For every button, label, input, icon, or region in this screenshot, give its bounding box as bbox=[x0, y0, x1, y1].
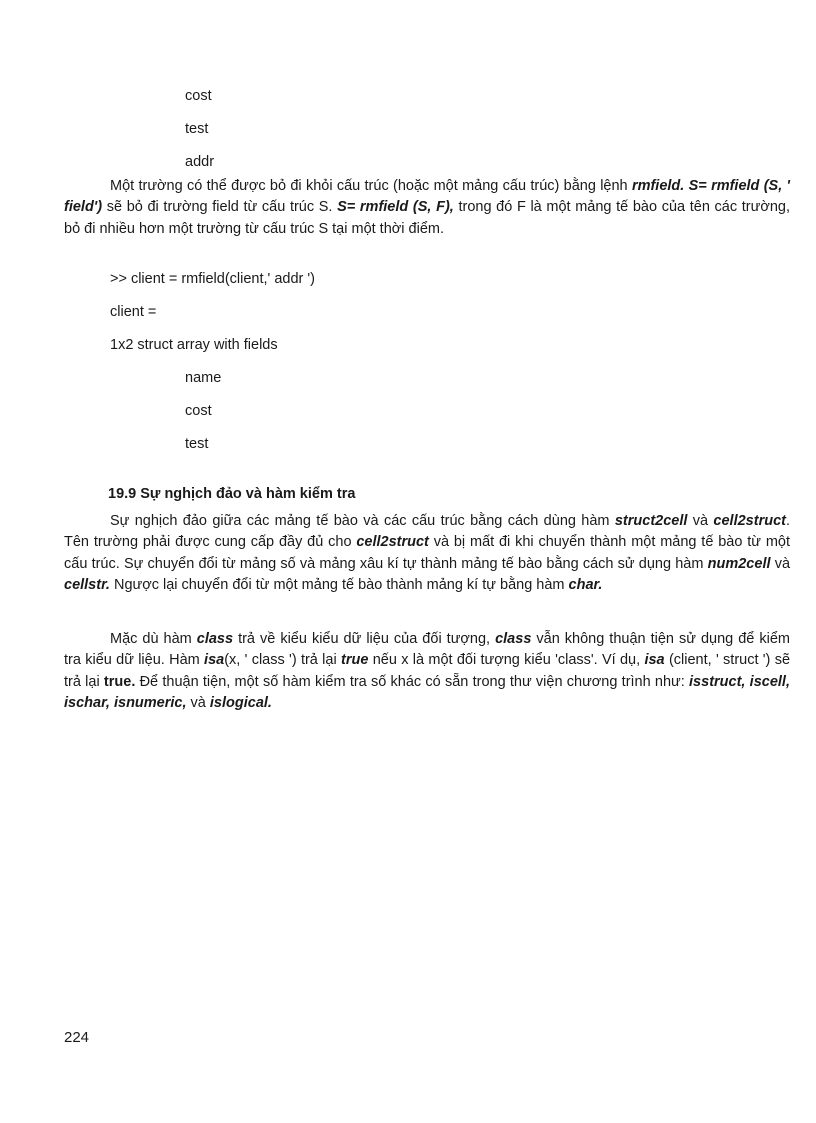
keyword: isstruct, iscell, ischar, isnumeric, bbox=[64, 673, 790, 712]
keyword: isa bbox=[644, 652, 665, 669]
text: Mặc dù hàm bbox=[110, 631, 197, 647]
keyword: true bbox=[341, 652, 369, 669]
keyword: isa bbox=[204, 652, 225, 669]
text: Ngược lại chuyển đổi từ một mảng tế bào thành mảng kí tự bằng hàm bbox=[109, 577, 569, 594]
code-line-cost: cost bbox=[185, 88, 212, 104]
bold-text: true. bbox=[103, 673, 136, 690]
text: nếu x là một đối tượng kiểu 'class'. Ví dụ, bbox=[368, 652, 645, 669]
text: (client, ' struct ') sẽ trả lại bbox=[64, 652, 791, 690]
code-line-command: >> client = rmfield(client,' addr ') bbox=[110, 271, 315, 287]
keyword: char. bbox=[568, 577, 603, 594]
section-heading: 19.9 Sự nghịch đảo và hàm kiểm tra bbox=[108, 486, 356, 502]
text: sẽ bỏ đi trường field từ cấu trúc S. bbox=[102, 199, 338, 216]
text: Để thuận tiện, một số hàm kiểm tra số khác có sẵn trong thư viện chương trình như: bbox=[135, 673, 690, 690]
code-line-test: test bbox=[185, 436, 209, 452]
keyword: S= rmfield (S, F), bbox=[337, 199, 454, 216]
text: vẫn không thuận tiện sử dụng để kiểm tra kiểu dữ liệu. Hàm bbox=[64, 631, 790, 669]
code-line-addr: addr bbox=[185, 154, 215, 170]
keyword: cellstr. bbox=[64, 577, 110, 594]
keyword: struct2cell bbox=[614, 513, 688, 529]
keyword: cell2struct bbox=[713, 513, 786, 529]
text: trả về kiểu kiểu dữ liệu của đối tượng, bbox=[233, 631, 496, 647]
text: và bbox=[186, 695, 210, 712]
paragraph-rmfield bbox=[64, 176, 790, 240]
text: (x, ' class ') trả lại bbox=[224, 652, 341, 669]
keyword: cell2struct bbox=[356, 534, 429, 551]
code-line-test: test bbox=[185, 121, 209, 137]
text: và bbox=[687, 513, 714, 529]
code-line-cost: cost bbox=[185, 403, 212, 419]
text: trong đó F là một mảng tế bào của tên các trường, bỏ đi nhiều hơn một trường từ cấu trúc S tại một thời điểm. bbox=[64, 199, 790, 237]
code-line-output: client = bbox=[110, 304, 157, 320]
keyword: rmfield. bbox=[631, 178, 685, 194]
text: và bị mất đi khi chuyển thành một mảng tế bào từ một cấu trúc. Sự chuyển đổi từ mảng số và mảng xâu kí tự thành mảng tế bào bằng cách sử dụng hàm bbox=[64, 534, 790, 572]
keyword: islogical. bbox=[209, 695, 272, 712]
text: Một trường có thể được bỏ đi khỏi cấu trúc (hoặc một mảng cấu trúc) bằng lệnh bbox=[110, 178, 632, 194]
keyword: S= rmfield (S, ' field') bbox=[64, 178, 791, 216]
page-number: 224 bbox=[64, 1029, 90, 1046]
paragraph-class-testing bbox=[64, 629, 790, 715]
keyword: class bbox=[495, 631, 532, 647]
paragraph-conversion bbox=[64, 511, 790, 597]
text: Sự nghịch đảo giữa các mảng tế bào và các cấu trúc bằng cách dùng hàm bbox=[110, 513, 615, 529]
keyword: class bbox=[196, 631, 234, 647]
text: và bbox=[770, 555, 791, 572]
code-line-name: name bbox=[185, 370, 222, 386]
text: . Tên trường phải được cung cấp đầy đủ cho bbox=[64, 513, 790, 551]
code-line-description: 1x2 struct array with fields bbox=[110, 337, 278, 353]
keyword: num2cell bbox=[707, 555, 771, 572]
